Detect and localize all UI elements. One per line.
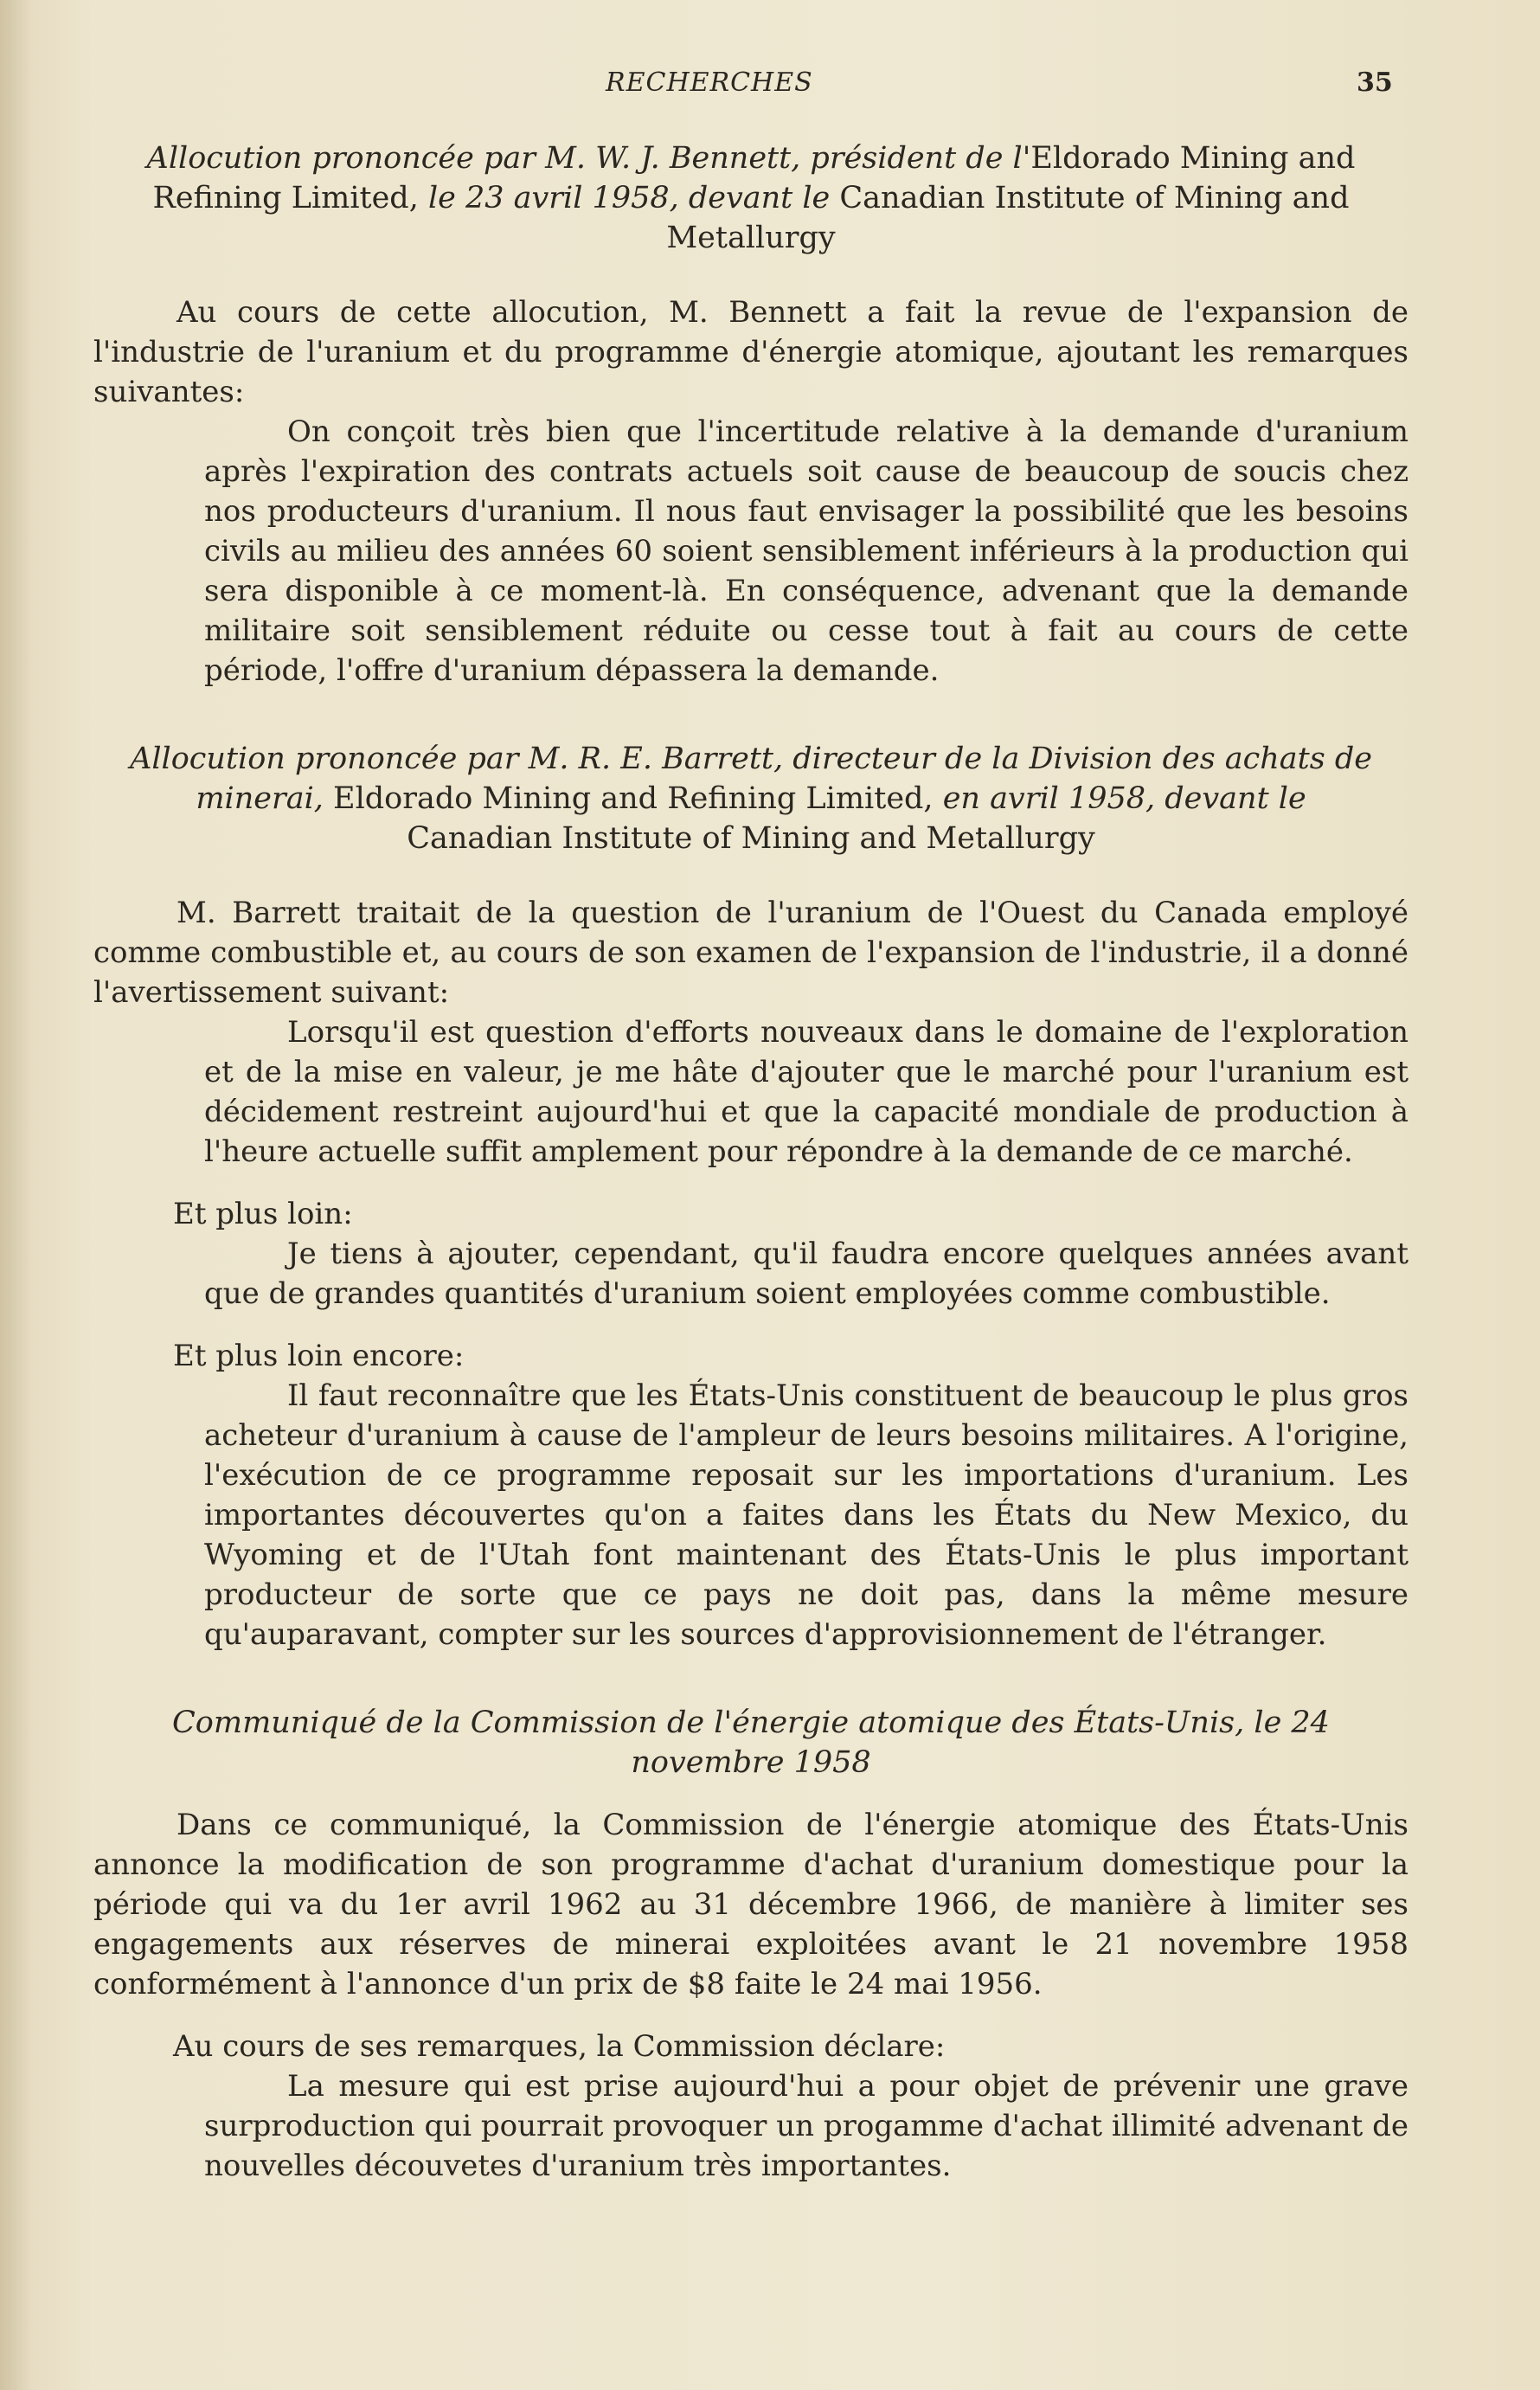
- section-barrett: [93, 739, 1408, 1654]
- document-body: [93, 138, 1408, 2186]
- intro-paragraph: M. Barrett traitait de la question de l'uranium de l'Ouest du Canada employé comme combustible et, au cours de son examen de l'expansion de l'industrie, il a donné l'avertissement suivant:: [93, 896, 1408, 1010]
- intro-paragraph: Au cours de cette allocution, M. Bennett a fait la revue de l'expansion de l'industrie de l'uranium et du programme d'énergie atomique, ajoutant les remarques suivantes:: [93, 295, 1408, 409]
- heading-part: Communiqué de la Commission de l'énergie atomique des États-Unis, le 24 novembre 1958: [172, 1706, 1330, 1780]
- lead-in-text: Et plus loin encore:: [173, 1339, 465, 1373]
- lead-in-text: Au cours de ses remarques, la Commission déclare:: [173, 2029, 946, 2064]
- section-heading: [128, 1703, 1374, 1783]
- heading-part: l': [1012, 141, 1031, 176]
- section-bennett: [93, 138, 1408, 691]
- heading-part: en avril 1958, devant le: [942, 781, 1306, 816]
- heading-part: le 23 avril 1958, devant le: [427, 181, 840, 215]
- heading-part: Canadian Institute of Mining and Metallurgy: [666, 181, 1350, 255]
- section-heading: [128, 138, 1374, 258]
- heading-part: Allocution prononcée par M. W. J. Bennett, président de: [146, 141, 1013, 176]
- lead-in-text: Et plus loin:: [173, 1197, 353, 1231]
- running-header: [0, 67, 1540, 102]
- quotation: Il faut reconnaître que les États-Unis constituent de beaucoup le plus gros acheteur d'uranium à cause de l'ampleur de leurs besoins militaires. A l'origine, l'exécution de ce programme reposait sur les importations d'uranium. Les importantes découvertes qu'on a faites dans les États du New Mexico, du Wyoming et de l'Utah font maintenant des États-Unis le plus important producteur de sorte que ce pays ne doit pas, dans la même mesure qu'auparavant, compter sur les sources d'approvisionnement de l'étranger.: [204, 1378, 1408, 1652]
- heading-part: Eldorado Mining and Refining Limited,: [333, 781, 943, 816]
- quotation: Je tiens à ajouter, cependant, qu'il faudra encore quelques années avant que de grandes quantités d'uranium soient employées comme combustible.: [204, 1237, 1408, 1311]
- intro-paragraph: Dans ce communiqué, la Commission de l'énergie atomique des États-Unis annonce la modification de son programme d'achat d'uranium domestique pour la période qui va du 1er avril 1962 au 31 décembre 1966, de manière à limiter ses engagements aux réserves de minerai exploitées avant le 21 novembre 1958 conformément à l'annonce d'un prix de $8 faite le 24 mai 1956.: [93, 1808, 1408, 2001]
- page-spine-shadow: [0, 0, 31, 2390]
- heading-part: Allocution prononcée par M. R. E. Barrett, directeur de la Division des achats de minerai,: [130, 742, 1372, 816]
- quotation: La mesure qui est prise aujourd'hui a pour objet de prévenir une grave surproduction qui pourrait provoquer un progamme d'achat illimité advenant de nouvelles découvetes d'uranium très importantes.: [204, 2069, 1408, 2183]
- quotation: Lorsqu'il est question d'efforts nouveaux dans le domaine de l'exploration et de la mise en valeur, je me hâte d'ajouter que le marché pour l'uranium est décidement restreint aujourd'hui et que la capacité mondiale de production à l'heure actuelle suffit amplement pour répondre à la demande de ce marché.: [204, 1015, 1408, 1169]
- heading-part: Canadian Institute of Mining and Metallurgy: [407, 821, 1095, 856]
- section-aec-communique: [93, 1703, 1408, 2186]
- page-number: 35: [1357, 67, 1393, 98]
- section-heading: [128, 739, 1374, 858]
- quotation: On conçoit très bien que l'incertitude relative à la demande d'uranium après l'expiration des contrats actuels soit cause de beaucoup de soucis chez nos producteurs d'uranium. Il nous faut envisager la possibilité que les besoins civils au milieu des années 60 soient sensiblement inférieurs à la production qui sera disponible à ce moment-là. En conséquence, advenant que la demande militaire soit sensiblement réduite ou cesse tout à fait au cours de cette période, l'offre d'uranium dépassera la demande.: [204, 414, 1408, 688]
- heading-part: Eldorado Mining and Refining Limited,: [152, 141, 1356, 215]
- running-title: RECHERCHES: [606, 67, 813, 98]
